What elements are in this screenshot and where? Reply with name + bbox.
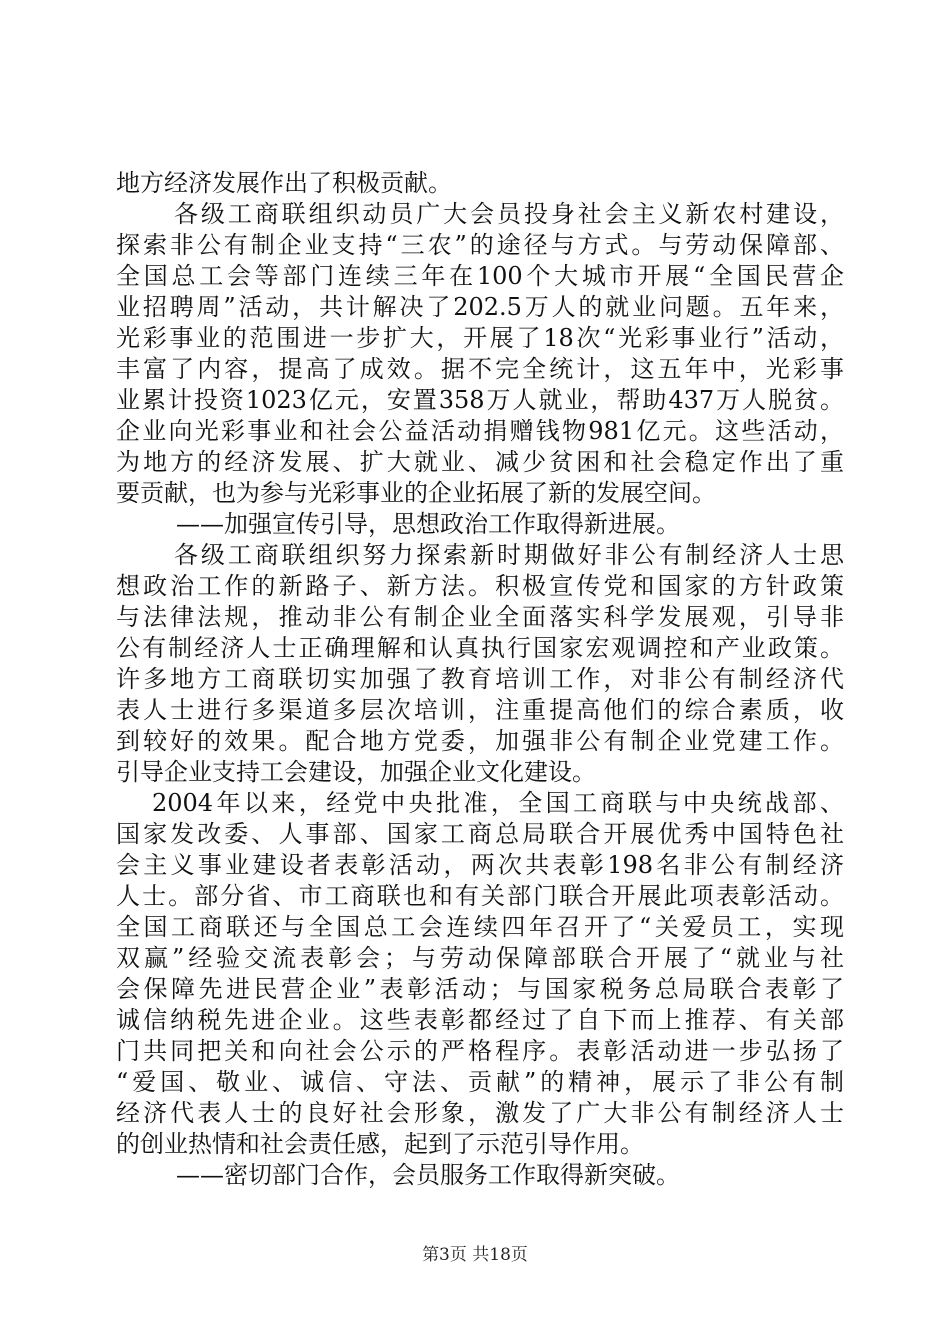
document-body <box>116 168 844 1191</box>
text-line: 经济代表人士的良好社会形象，激发了广大非公有制经济人士 <box>116 1099 844 1127</box>
text-line: 2004年以来，经党中央批准，全国工商联与中央统战部、 <box>152 789 844 817</box>
text-line: 引导企业支持工会建设，加强企业文化建设。 <box>116 758 596 786</box>
text-line: 表人士进行多渠道多层次培训，注重提高他们的综合素质，收 <box>116 696 844 724</box>
text-line: 业招聘周”活动，共计解决了202.5万人的就业问题。五年来， <box>116 293 844 321</box>
text-line: 要贡献，也为参与光彩事业的企业拓展了新的发展空间。 <box>116 479 716 507</box>
text-line: 光彩事业的范围进一步扩大，开展了18次“光彩事业行”活动， <box>116 324 844 352</box>
text-line: 全国工商联还与全国总工会连续四年召开了“关爱员工，实现 <box>116 913 844 941</box>
section-heading: ——密切部门合作，会员服务工作取得新突破。 <box>176 1161 680 1189</box>
text-line: 人士。部分省、市工商联也和有关部门联合开展此项表彰活动。 <box>116 882 844 910</box>
text-line: 到较好的效果。配合地方党委，加强非公有制企业党建工作。 <box>116 727 844 755</box>
text-line: 业累计投资1023亿元，安置358万人就业，帮助437万人脱贫。 <box>116 386 844 414</box>
text-line: 双赢”经验交流表彰会；与劳动保障部联合开展了“就业与社 <box>116 944 844 972</box>
text-line: 诚信纳税先进企业。这些表彰都经过了自下而上推荐、有关部 <box>116 1006 844 1034</box>
text-line: 的创业热情和社会责任感，起到了示范引导作用。 <box>116 1130 644 1158</box>
text-line: 许多地方工商联切实加强了教育培训工作，对非公有制经济代 <box>116 665 844 693</box>
text-line: 各级工商联组织动员广大会员投身社会主义新农村建设， <box>174 200 844 228</box>
text-line: 想政治工作的新路子、新方法。积极宣传党和国家的方针政策 <box>116 572 844 600</box>
text-line: 国家发改委、人事部、国家工商总局联合开展优秀中国特色社 <box>116 820 844 848</box>
text-line: 会主义事业建设者表彰活动，两次共表彰198名非公有制经济 <box>116 851 844 879</box>
text-line: 公有制经济人士正确理解和认真执行国家宏观调控和产业政策。 <box>116 634 844 662</box>
text-line: “爱国、敬业、诚信、守法、贡献”的精神，展示了非公有制 <box>116 1068 844 1096</box>
text-line: 与法律法规，推动非公有制企业全面落实科学发展观，引导非 <box>116 603 844 631</box>
page-footer: 第3页 共18页 <box>422 1245 528 1265</box>
text-line: 会保障先进民营企业”表彰活动；与国家税务总局联合表彰了 <box>116 975 844 1003</box>
text-line: 为地方的经济发展、扩大就业、减少贫困和社会稳定作出了重 <box>116 448 844 476</box>
text-line: 探索非公有制企业支持“三农”的途径与方式。与劳动保障部、 <box>116 231 844 259</box>
section-heading: ——加强宣传引导，思想政治工作取得新进展。 <box>176 510 680 538</box>
text-line: 企业向光彩事业和社会公益活动捐赠钱物981亿元。这些活动， <box>116 417 844 445</box>
text-line: 全国总工会等部门连续三年在100个大城市开展“全国民营企 <box>116 262 844 290</box>
text-line: 地方经济发展作出了积极贡献。 <box>116 169 452 197</box>
text-line: 丰富了内容，提高了成效。据不完全统计，这五年中，光彩事 <box>116 355 844 383</box>
text-line: 各级工商联组织努力探索新时期做好非公有制经济人士思 <box>174 541 844 569</box>
text-line: 门共同把关和向社会公示的严格程序。表彰活动进一步弘扬了 <box>116 1037 844 1065</box>
